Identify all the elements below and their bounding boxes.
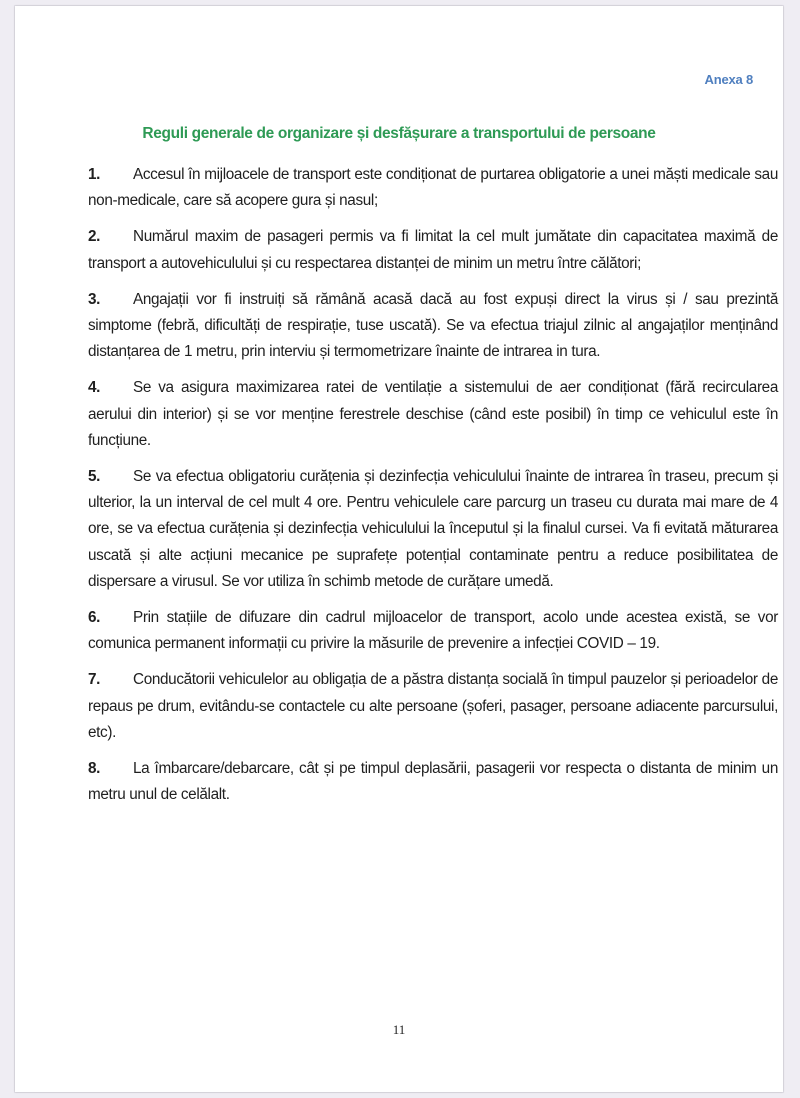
rule-text: La îmbarcare/debarcare, cât și pe timpul deplasării, pasagerii vor respecta o distanta de minim un metru unul de celălalt. [88,760,778,804]
rule-text: Se va efectua obligatoriu curățenia și dezinfecția vehiculului înainte de intrarea în traseu, precum și ulterior, la un interval de cel mult 4 ore. Pentru vehiculele care parcurg un traseu cu durata mai mare de 4 ore, se va efectua curățenia și dezinfecția vehiculului la începutul și la finalul cursei. Va fi evitată măturarea uscată și alte acțiuni mecanice pe suprafețe potențial contaminate pentru a reduce posibilitatea de dispersare a virusul. Se vor utiliza în schimb metode de curățare umedă. [88,468,778,590]
rule-text: Prin stațiile de difuzare din cadrul mijloacelor de transport, acolo unde acestea există, se vor comunica permanent informații cu privire la măsurile de prevenire a infecției COVID – 19. [88,609,778,653]
document-title: Reguli generale de organizare și desfășurare a transportului de persoane [142,125,656,142]
document-page [15,6,783,1092]
annex-label: Anexa 8 [704,72,753,87]
rule-item [88,375,778,454]
rule-item [88,224,778,276]
rule-text: Angajații vor fi instruiți să rămână acasă dacă au fost expuși direct la virus și / sau prezintă simptome (febră, dificultăți de respirație, tuse uscată). Se va efectua triajul zilnic al angajaților menținând distanțarea de 1 metru, prin interviu și termometrizare înainte de intrarea in tura. [88,290,778,361]
rule-item [88,667,778,746]
rule-text: Se va asigura maximizarea ratei de ventilație a sistemului de aer condiționat (fără recircularea aerului din interior) și se vor menține ferestrele deschise (când este posibil) în timp ce vehiculul este în funcțiune. [88,379,778,449]
rule-item [88,464,778,595]
rule-text: Accesul în mijloacele de transport este condiționat de purtarea obligatorie a unei măști medicale sau non-medicale, care să acopere gura și nasul; [88,166,778,210]
rule-item [88,756,778,808]
rule-number: 7. [88,671,101,689]
rule-number: 6. [88,609,101,627]
rule-number: 4. [88,379,101,397]
rule-number: 1. [88,166,101,183]
rule-number: 5. [88,468,101,486]
rules-list [88,162,778,818]
rule-number: 3. [88,290,101,308]
rule-text: Numărul maxim de pasageri permis va fi limitat la cel mult jumătate din capacitatea maximă de transport a autovehiculului și cu respectarea distanței de minim un metru între călători; [88,228,778,272]
rule-item [88,162,778,214]
rule-item [88,287,778,366]
rule-number: 2. [88,228,101,246]
rule-number: 8. [88,760,101,778]
page-number: 11 [392,1022,406,1037]
rule-item [88,605,778,657]
rule-text: Conducătorii vehiculelor au obligația de a păstra distanța socială în timpul pauzelor și perioadelor de repaus pe drum, evitându-se contactele cu alte persoane (șoferi, pasager, persoane adiacente parcursului, etc). [88,671,778,741]
